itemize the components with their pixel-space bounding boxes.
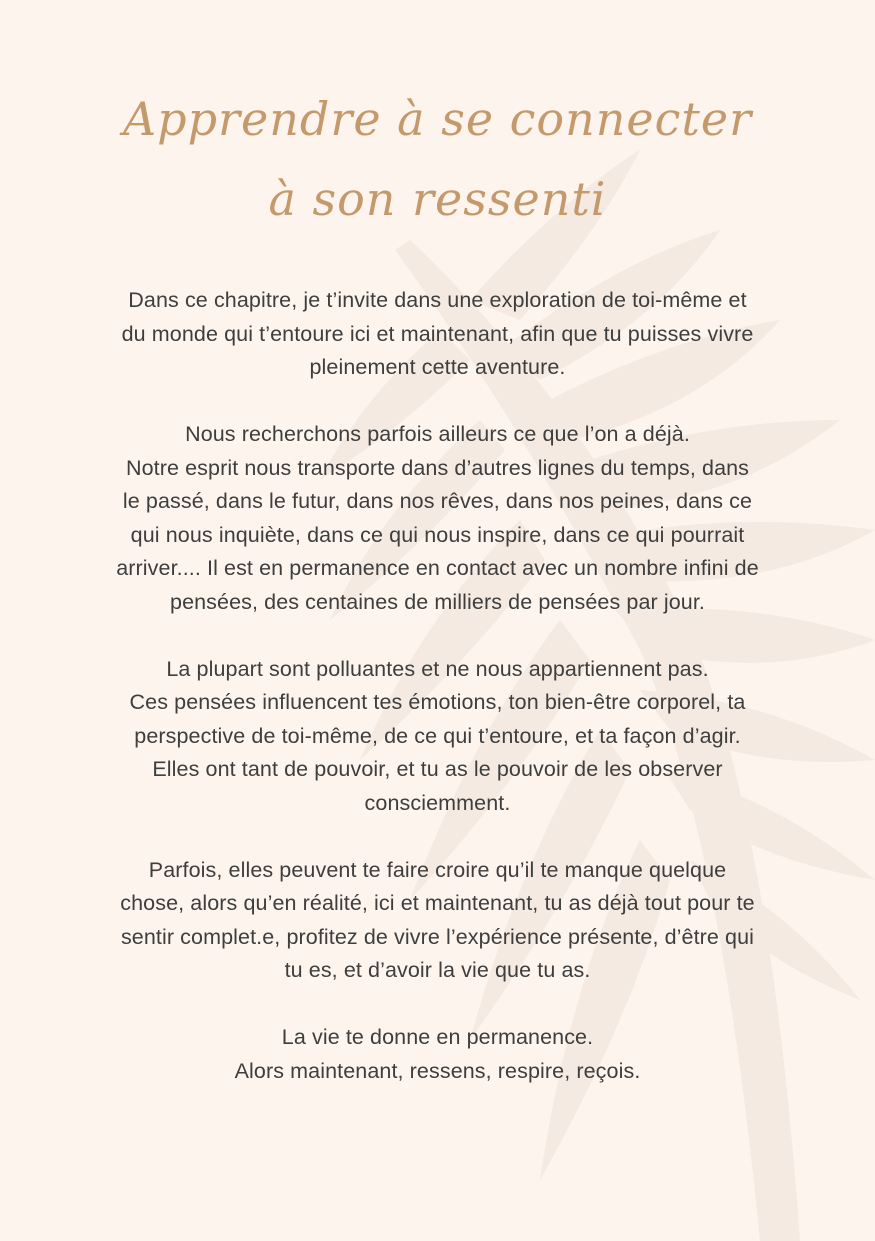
body-text bbox=[75, 284, 800, 1122]
text-line: Nous recherchons parfois ailleurs ce que l’on a déjà. bbox=[185, 422, 690, 446]
text-line: perspective de toi-même, de ce qui t’entoure, et ta façon d’agir. bbox=[134, 723, 741, 748]
text-line: qui nous inquiète, dans ce qui nous inspire, dans ce qui pourrait bbox=[130, 522, 745, 547]
text-line: La vie te donne en permanence. bbox=[281, 1025, 594, 1049]
text-line: arriver.... Il est en permanence en contact avec un nombre infini de bbox=[116, 556, 759, 580]
title-line-2: à son ressenti bbox=[268, 172, 607, 226]
text-line: du monde qui t’entoure ici et maintenant, afin que tu puisses vivre bbox=[121, 321, 754, 346]
title-line-1: Apprendre à se connecter bbox=[122, 92, 753, 146]
text-line: La plupart sont polluantes et ne nous appartiennent pas. bbox=[166, 656, 709, 681]
paragraph-2 bbox=[75, 418, 800, 619]
paragraph-3 bbox=[75, 653, 800, 821]
text-line: tu es, et d’avoir la vie que tu as. bbox=[284, 958, 591, 982]
paragraph-5 bbox=[75, 1021, 800, 1088]
text-line: pleinement cette aventure. bbox=[309, 355, 566, 379]
text-line: consciemment. bbox=[364, 790, 511, 815]
paragraph-4 bbox=[75, 854, 800, 988]
text-line: Alors maintenant, ressens, respire, reçois. bbox=[234, 1058, 641, 1083]
text-line: Elles ont tant de pouvoir, et tu as le pouvoir de les observer bbox=[152, 757, 723, 781]
text-line: pensées, des centaines de milliers de pensées par jour. bbox=[170, 589, 705, 614]
text-line: le passé, dans le futur, dans nos rêves, dans nos peines, dans ce bbox=[122, 489, 753, 513]
text-line: Parfois, elles peuvent te faire croire qu’il te manque quelque bbox=[148, 857, 727, 882]
text-line: Notre esprit nous transporte dans d’autres lignes du temps, dans bbox=[125, 455, 750, 480]
text-line: sentir complet.e, profitez de vivre l’expérience présente, d’être qui bbox=[120, 924, 755, 949]
text-line: Dans ce chapitre, je t’invite dans une exploration de toi-même et bbox=[128, 288, 747, 312]
text-line: chose, alors qu’en réalité, ici et maintenant, tu as déjà tout pour te bbox=[120, 891, 755, 915]
paragraph-1 bbox=[75, 284, 800, 385]
text-line: Ces pensées influencent tes émotions, ton bien-être corporel, ta bbox=[129, 690, 746, 714]
